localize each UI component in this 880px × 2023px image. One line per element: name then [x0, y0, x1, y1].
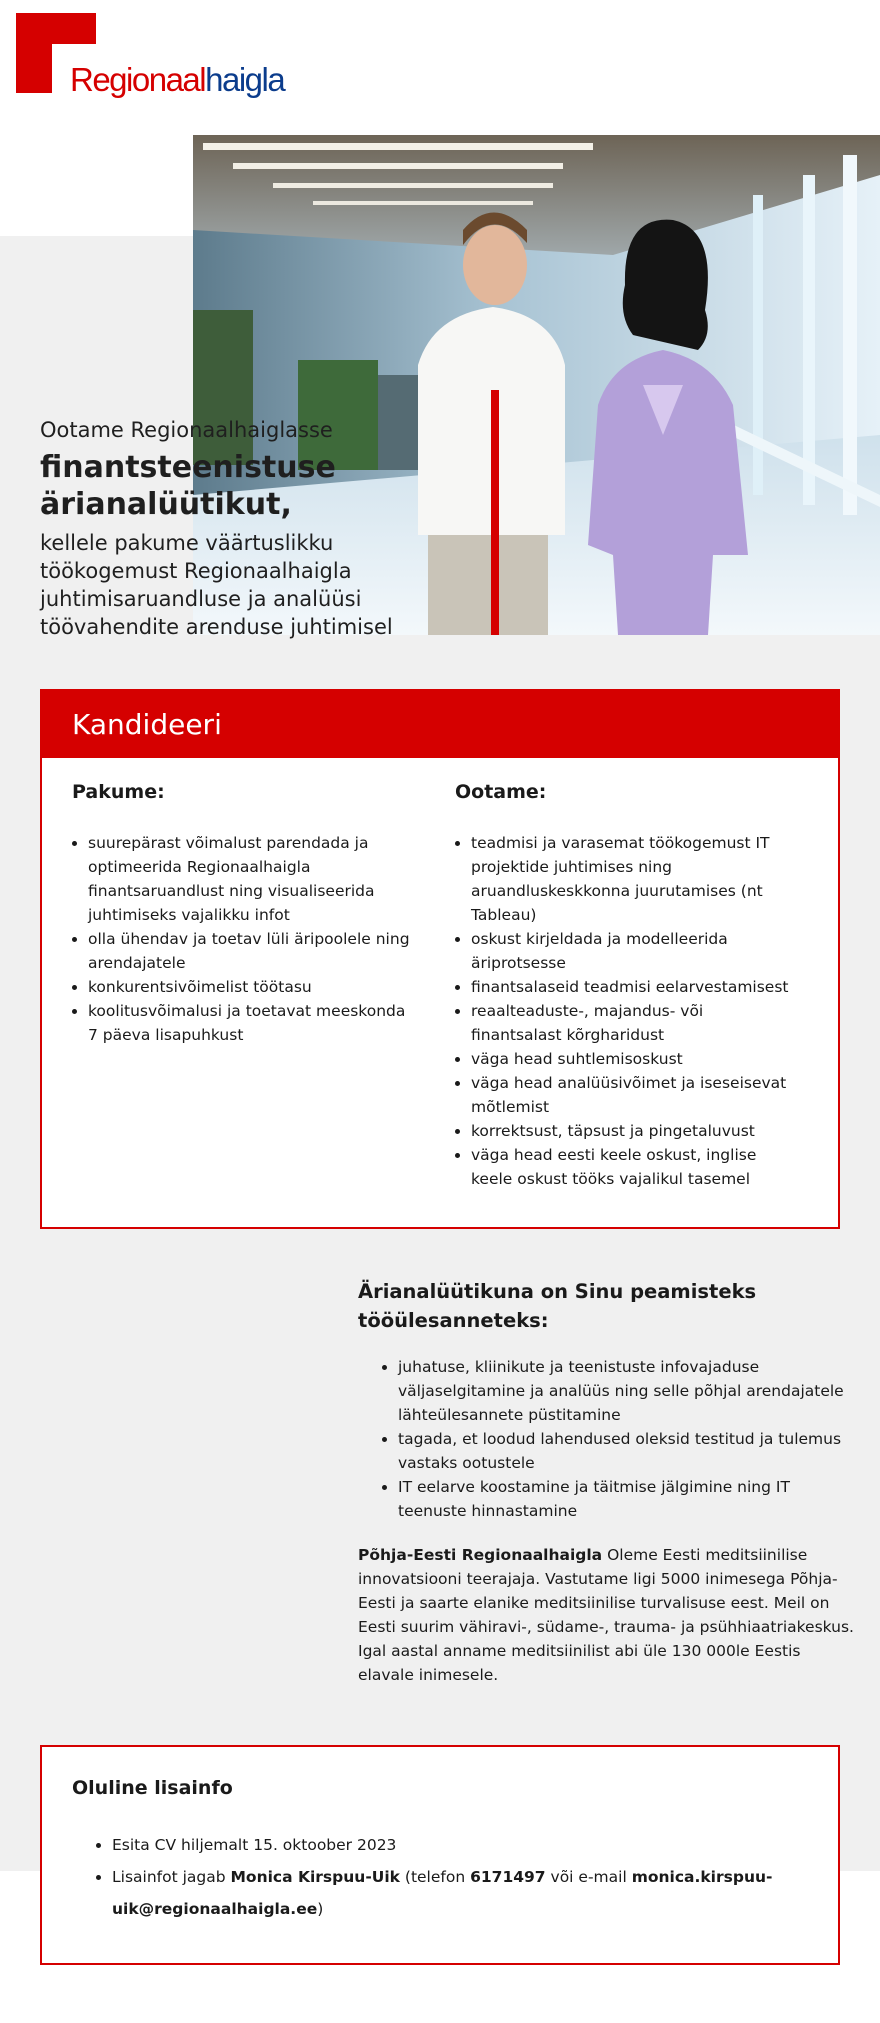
contact-phone[interactable]: 6171497: [470, 1868, 546, 1886]
list-item: • koolitusvõimalusi ja toetavat meeskonda 7 päeva lisapuhkust: [88, 999, 412, 1047]
contact-email[interactable]: monica.kirspuu-uik@regionaalhaigla.ee: [112, 1868, 773, 1918]
list-item: • korrektsust, täpsust ja pingetaluvust: [471, 1119, 790, 1143]
additional-info-panel: [40, 1745, 840, 1965]
expect-section: [455, 781, 790, 1191]
offer-section: [72, 781, 412, 1047]
regionaalhaigla-logo[interactable]: [16, 13, 285, 103]
job-headline: [40, 415, 460, 641]
list-item: • väga head analüüsivõimet ja iseseisevat mõtlemist: [471, 1071, 790, 1119]
expect-title: Ootame:: [455, 781, 547, 803]
list-item: • väga head suhtlemisoskust: [471, 1047, 790, 1071]
list-item: • IT eelarve koostamine ja täitmise jälgimine ning IT teenuste hinnastamine: [398, 1475, 858, 1523]
duties-section: [358, 1277, 858, 1687]
duties-title: Ärianalüütikuna on Sinu peamisteks tööülesanneteks:: [358, 1280, 757, 1332]
list-item: • finantsalaseid teadmisi eelarvestamisest: [471, 975, 790, 999]
contact-item: • Lisainfot jagab Monica Kirspuu-Uik (telefon 6171497 või e-mail monica.kirspuu-uik@regionaalhaigla.ee): [112, 1861, 812, 1925]
list-item: • reaalteaduste-, majandus- või finantsalast kõrgharidust: [471, 999, 790, 1047]
apply-panel: [40, 689, 840, 1229]
list-item: • teadmisi ja varasemat töökogemust IT projektide juhtimises ning aruandluskeskkonna juurutamises (nt Tableau): [471, 831, 790, 927]
expect-list: [455, 831, 790, 1191]
headline-tagline: kellele pakume väärtuslikku töökogemust Regionaalhaigla juhtimisaruandluse ja analüüsi töövahendite arenduse juhtimisel: [40, 531, 393, 639]
info-title: Oluline lisainfo: [72, 1777, 233, 1799]
accent-bar: [491, 390, 499, 635]
headline-intro: Ootame Regionaalhaiglasse: [40, 418, 333, 442]
logo-wordmark: Regionaalhaigla: [70, 61, 285, 98]
headline-position: finantsteenistuse ärianalüütikut,: [40, 450, 336, 522]
list-item: • juhatuse, kliinikute ja teenistuste infovajaduse väljaselgitamine ja analüüs ning selle põhjal arendajatele lähteülesannete püstitamine: [398, 1355, 858, 1427]
list-item: • suurepärast võimalust parendada ja optimeerida Regionaalhaigla finantsaruandlust ning visualiseerida juhtimiseks vajalikku infot: [88, 831, 412, 927]
offer-title: Pakume:: [72, 781, 165, 803]
list-item: • konkurentsivõimelist töötasu: [88, 975, 412, 999]
info-list: [72, 1829, 812, 1925]
deadline-item: • Esita CV hiljemalt 15. oktoober 2023: [112, 1829, 812, 1861]
list-item: • olla ühendav ja toetav lüli äripoolele ning arendajatele: [88, 927, 412, 975]
org-name: Põhja-Eesti Regionaalhaigla: [358, 1546, 603, 1564]
about-text: Oleme Eesti meditsiinilise innovatsiooni teerajaja. Vastutame ligi 5000 inimesega Põhja-Eesti ja saarte elanike meditsiinilise turvalisuse eest. Meil on Eesti suurim vähiravi-, südame-, trauma- ja psühhiaatriakeskus. Igal aastal anname meditsiinilist abi üle 130 000le Eestis elavale inimesele.: [358, 1546, 854, 1684]
offer-list: [72, 831, 412, 1047]
contact-name: Monica Kirspuu-Uik: [230, 1868, 400, 1886]
duties-list: [358, 1355, 858, 1523]
list-item: • oskust kirjeldada ja modelleerida äriprotsesse: [471, 927, 790, 975]
list-item: • tagada, et loodud lahendused oleksid testitud ja tulemus vastaks ootustele: [398, 1427, 858, 1475]
list-item: • väga head eesti keele oskust, inglise keele oskust tööks vajalikul tasemel: [471, 1143, 790, 1191]
about-organisation: [358, 1543, 858, 1687]
apply-button[interactable]: Kandideeri: [42, 691, 838, 758]
